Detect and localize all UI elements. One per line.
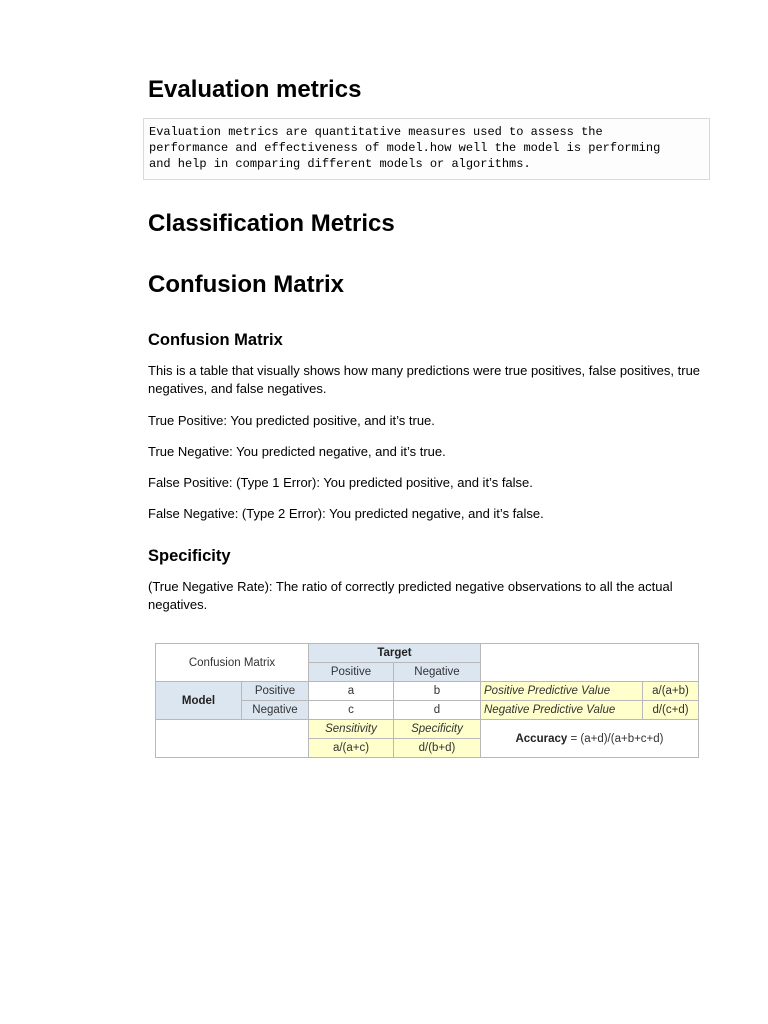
table-cell-b: b	[394, 682, 481, 701]
table-empty-cell	[481, 644, 699, 682]
table-npv-formula: d/(c+d)	[643, 701, 699, 720]
subheading-confusion-matrix: Confusion Matrix	[148, 331, 283, 349]
heading-evaluation-metrics: Evaluation metrics	[148, 76, 362, 103]
table-col-positive: Positive	[309, 663, 394, 682]
code-line: and help in comparing different models or algorithms.	[149, 157, 531, 171]
table-cell-a: a	[309, 682, 394, 701]
table-ppv-formula: a/(a+b)	[643, 682, 699, 701]
subheading-specificity: Specificity	[148, 547, 231, 565]
true-negative-text: True Negative: You predicted negative, and it’s true.	[148, 444, 446, 459]
table-sensitivity-formula: a/(a+c)	[309, 739, 394, 758]
confusion-description: This is a table that visually shows how many predictions were true positives, false positives, true negatives, and false negatives.	[148, 363, 701, 396]
heading-classification-metrics: Classification Metrics	[148, 210, 395, 237]
table-cell-c: c	[309, 701, 394, 720]
confusion-matrix-table	[155, 643, 699, 758]
table-accuracy-label: Accuracy	[515, 732, 568, 745]
table-row-negative: Negative	[242, 701, 309, 720]
true-positive-text: True Positive: You predicted positive, and it’s true.	[148, 413, 435, 428]
code-block	[143, 118, 710, 180]
table-corner: Confusion Matrix	[156, 644, 309, 682]
table-specificity-formula: d/(b+d)	[394, 739, 481, 758]
table-specificity-label: Specificity	[394, 720, 481, 739]
false-negative-text: False Negative: (Type 2 Error): You predicted negative, and it’s false.	[148, 506, 544, 521]
code-line: Evaluation metrics are quantitative measures used to assess the	[149, 125, 603, 139]
table-sensitivity-label: Sensitivity	[309, 720, 394, 739]
false-positive-text: False Positive: (Type 1 Error): You predicted positive, and it’s false.	[148, 475, 533, 490]
table-col-negative: Negative	[394, 663, 481, 682]
table-target-header: Target	[309, 644, 481, 663]
table-npv-label: Negative Predictive Value	[481, 701, 643, 720]
table-cell-d: d	[394, 701, 481, 720]
specificity-description: (True Negative Rate): The ratio of correctly predicted negative observations to all the actual negatives.	[148, 579, 673, 612]
table-ppv-label: Positive Predictive Value	[481, 682, 643, 701]
table-empty-cell	[156, 720, 309, 758]
table-row-positive: Positive	[242, 682, 309, 701]
heading-confusion-matrix: Confusion Matrix	[148, 271, 344, 298]
table-model-header: Model	[156, 682, 242, 720]
code-line: performance and effectiveness of model.how well the model is performing	[149, 141, 661, 155]
table-accuracy-cell	[481, 720, 699, 758]
table-accuracy-formula: = (a+d)/(a+b+c+d)	[567, 732, 664, 745]
